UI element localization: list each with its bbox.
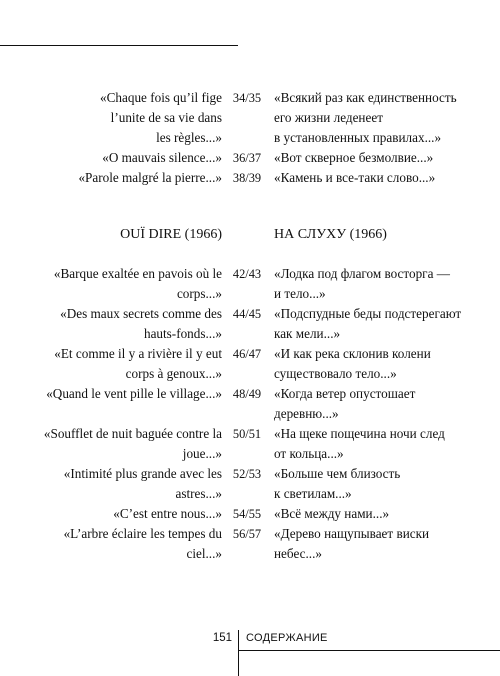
entry-russian: «Вот скверное безмолвие...»	[274, 150, 434, 165]
toc-entry	[0, 264, 500, 304]
entry-french: «Des maux secrets comme des hauts-fonds...»	[60, 306, 222, 341]
entry-pages: 44/45	[232, 307, 262, 321]
toc-entry	[0, 344, 500, 384]
toc-group-1	[0, 88, 500, 188]
entry-pages: 56/57	[232, 527, 262, 541]
toc-group-2	[0, 264, 500, 564]
entry-french: «Soufflet de nuit baguée contre la joue...»	[43, 426, 222, 461]
entry-russian: «Когда ветер опустошает деревню...»	[274, 386, 416, 421]
toc-entry	[0, 304, 500, 344]
entry-pages: 36/37	[232, 151, 262, 165]
entry-russian: «Подспудные беды подстерегают как мели...»	[274, 306, 462, 341]
entry-pages: 38/39	[232, 171, 262, 185]
toc-entry	[0, 504, 500, 524]
entry-french: «Barque exaltée en pavois où le corps...»	[53, 266, 222, 301]
entry-russian: «Дерево нащупывает виски небес...»	[274, 526, 430, 561]
entry-russian: «И как река склонив колени существовало тело...»	[274, 346, 431, 381]
entry-russian: «Всё между нами...»	[274, 506, 390, 521]
running-header: СОДЕРЖАНИЕ	[246, 632, 328, 644]
entry-french: «O mauvais silence...»	[102, 150, 222, 165]
footer-vertical-rule	[238, 630, 239, 676]
toc-entry	[0, 524, 500, 564]
toc-entry	[0, 148, 500, 168]
entry-french: «C’est entre nous...»	[113, 506, 222, 521]
entry-pages: 42/43	[232, 267, 262, 281]
section-title-french: OUÏ DIRE (1966)	[120, 227, 222, 242]
entry-french: «Quand le vent pille le village...»	[46, 386, 222, 401]
section-heading	[0, 225, 500, 245]
entry-french: «Et comme il y a rivière il y eut corps à genoux...»	[54, 346, 222, 381]
section-title-russian: НА СЛУХУ (1966)	[274, 227, 387, 242]
toc-entry	[0, 424, 500, 464]
toc-entry	[0, 464, 500, 504]
entry-russian: «Лодка под флагом восторга — и тело...»	[274, 266, 450, 301]
entry-french: «L’arbre éclaire les tempes du ciel...»	[63, 526, 222, 561]
entry-french: «Intimité plus grande avec les astres...»	[63, 466, 222, 501]
entry-pages: 50/51	[232, 427, 262, 441]
entry-pages: 46/47	[232, 347, 262, 361]
entry-french: «Parole malgré la pierre...»	[78, 170, 222, 185]
entry-pages: 52/53	[232, 467, 262, 481]
entry-russian: «Больше чем близость к светилам...»	[274, 466, 401, 501]
entry-russian: «Камень и все-таки слово...»	[274, 170, 436, 185]
entry-french: «Chaque fois qu’il fige l’unite de sa vie dans les règles...»	[100, 90, 222, 145]
toc-entry	[0, 88, 500, 148]
toc-entry	[0, 384, 500, 424]
toc-entry	[0, 168, 500, 188]
top-rule	[0, 45, 238, 46]
entry-pages: 54/55	[232, 507, 262, 521]
footer-horizontal-rule	[238, 650, 500, 651]
entry-russian: «На щеке пощечина ночи след от кольца...»	[274, 426, 445, 461]
page-number: 151	[212, 632, 232, 644]
entry-pages: 34/35	[232, 91, 262, 105]
entry-pages: 48/49	[232, 387, 262, 401]
entry-russian: «Всякий раз как единственность его жизни леденеет в установленных правилах...»	[274, 90, 457, 145]
